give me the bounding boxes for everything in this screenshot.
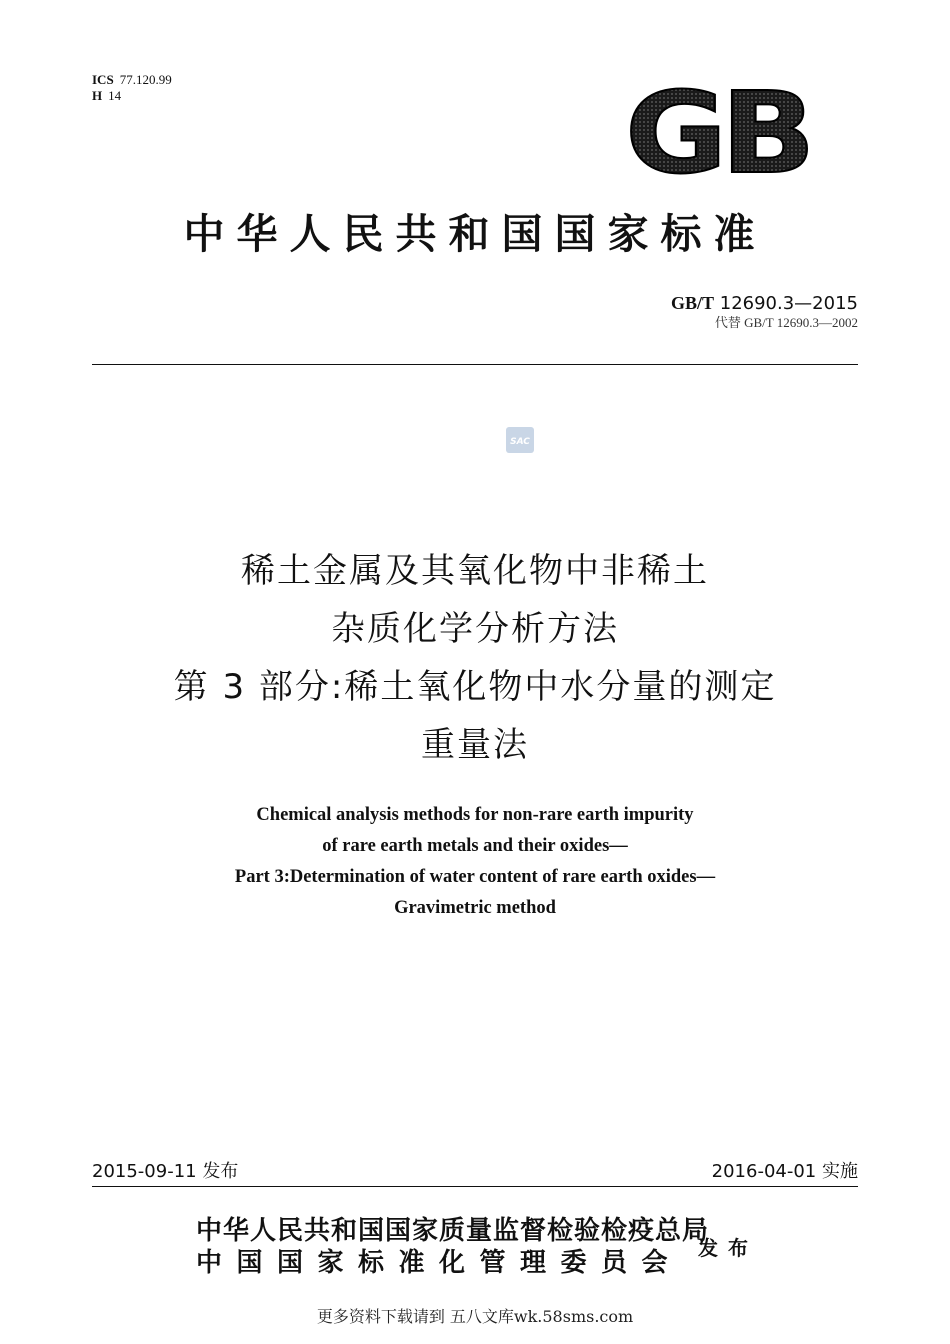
title-en-line4: Gravimetric method — [394, 898, 556, 918]
ics-code — [92, 72, 172, 88]
standard-number-prefix: GB/T — [671, 293, 715, 313]
issuer-sac: 中国国家标准化管理委员会 — [196, 1248, 683, 1278]
issuer-aqsiq: 中华人民共和国国家质量监督检验检疫总局 — [196, 1216, 710, 1246]
issue-date: 2015-09-11 发布 — [92, 1161, 239, 1182]
standard-number-value: 12690.3—2015 — [719, 293, 858, 314]
ccs-code — [92, 88, 121, 104]
title-en-line3: Part 3:Determination of water content of rare earth oxides— — [234, 867, 716, 887]
title-cn-line3: 第 3 部分:稀土氧化物中水分量的测定 — [173, 667, 777, 707]
gb-logo-text: GB — [625, 84, 809, 180]
ccs-value: 14 — [108, 88, 122, 103]
standard-type-title: 中华人民共和国国家标准 — [183, 210, 767, 258]
footer-download-note: 更多资料下载请到 五八文库wk.58sms.com — [316, 1307, 634, 1326]
gb-logo — [622, 84, 812, 180]
title-cn-line1: 稀土金属及其氧化物中非稀土 — [241, 551, 709, 591]
sac-watermark-icon — [506, 427, 534, 453]
ics-label: ICS — [92, 72, 114, 87]
title-en-line1: Chemical analysis methods for non-rare earth impurity — [256, 805, 694, 825]
replaces-standard: 代替 GB/T 12690.3—2002 — [714, 315, 858, 330]
top-divider — [92, 364, 858, 365]
title-cn-line2: 杂质化学分析方法 — [331, 609, 619, 649]
bottom-divider — [92, 1186, 858, 1187]
standard-number — [671, 292, 858, 315]
publish-label: 发布 — [698, 1236, 758, 1260]
title-en-line2: of rare earth metals and their oxides— — [322, 836, 628, 856]
ccs-label: H — [92, 88, 103, 103]
implementation-date: 2016-04-01 实施 — [711, 1161, 858, 1182]
sac-watermark-text: SAC — [510, 437, 530, 447]
ics-value: 77.120.99 — [119, 72, 172, 87]
title-cn-line4: 重量法 — [421, 725, 529, 765]
